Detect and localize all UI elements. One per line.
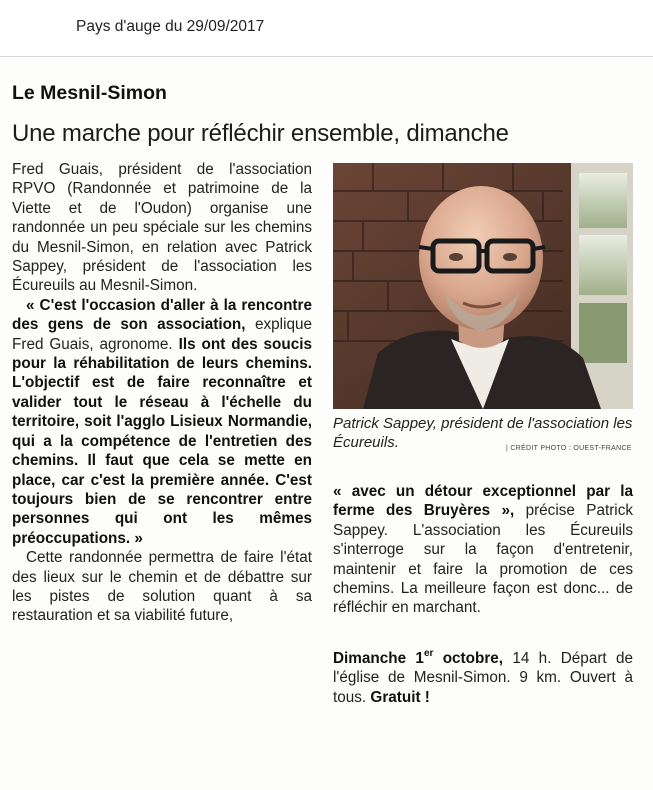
quote-attribution: explique Fred Guais, agronome.	[12, 316, 312, 353]
section-title: Le Mesnil-Simon	[12, 82, 167, 104]
quote-part-2: Ils ont des soucis pour la réhabilitation de leurs chemins. L'objectif est de faire reconnaître et valider tout le réseau à l'échelle du territoire, soit l'agglo Lisieux Normandie, qui a la compétence de l'entretien des chemins. Il faut que cela se mette en place, car c'est la première année. C'est toujours bien de se rencontrer entre personnes qui ont les mêmes préoccupations. »	[12, 335, 312, 547]
quote-bruyeres: « avec un détour exceptionnel par la ferme des Bruyères »,	[333, 483, 633, 520]
paragraph-intro: Fred Guais, président de l'association RPVO (Randonnée et patrimoine de la Viette et de l'Oudon) organise une randonnée un peu spéciale sur les chemins du Mesnil-Simon, en relation avec Patrick Sappey, président de l'association les Écureuils au Mesnil-Simon.	[12, 161, 312, 295]
photo-caption: Patrick Sappey, président de l'association les Écureuils.	[333, 415, 633, 451]
header-bar	[0, 0, 653, 57]
event-date-day: Dimanche 1	[333, 650, 424, 667]
continuation-text: précise Patrick Sappey. L'association les Écureuils s'interroge sur la façon d'entretenir, maintenir et faire la promotion de ces chemins. La meilleure façon est donc... de réfléchir en marchant.	[333, 502, 633, 617]
article-headline: Une marche pour réfléchir ensemble, dimanche	[12, 120, 509, 147]
paragraph-continuation	[333, 482, 633, 618]
source-label: Pays d'auge du 29/09/2017	[76, 18, 265, 35]
quote-part-1: « C'est l'occasion d'aller à la rencontre des gens de son association,	[12, 296, 312, 334]
portrait-image	[333, 163, 633, 409]
portrait-photo	[333, 163, 633, 409]
article-column-right	[333, 482, 633, 618]
event-details: 14 h. Départ de l'église de Mesnil-Simon. 9 km. Ouvert à tous.	[333, 650, 633, 706]
paragraph-quote	[12, 296, 312, 548]
paragraph-randonnee: Cette randonnée permettra de faire l'état des lieux sur le chemin et de débattre sur les pistes de solution quant à sa restauration et sa viabilité future,	[12, 549, 312, 625]
article-column-left	[12, 160, 312, 626]
event-date-sup: er	[423, 648, 434, 659]
event-info	[333, 649, 633, 707]
event-date-month: octobre,	[433, 650, 504, 667]
event-free: Gratuit !	[370, 688, 430, 706]
photo-credit: | CRÉDIT PHOTO : OUEST-FRANCE	[506, 445, 632, 452]
event-paragraph	[333, 649, 633, 707]
